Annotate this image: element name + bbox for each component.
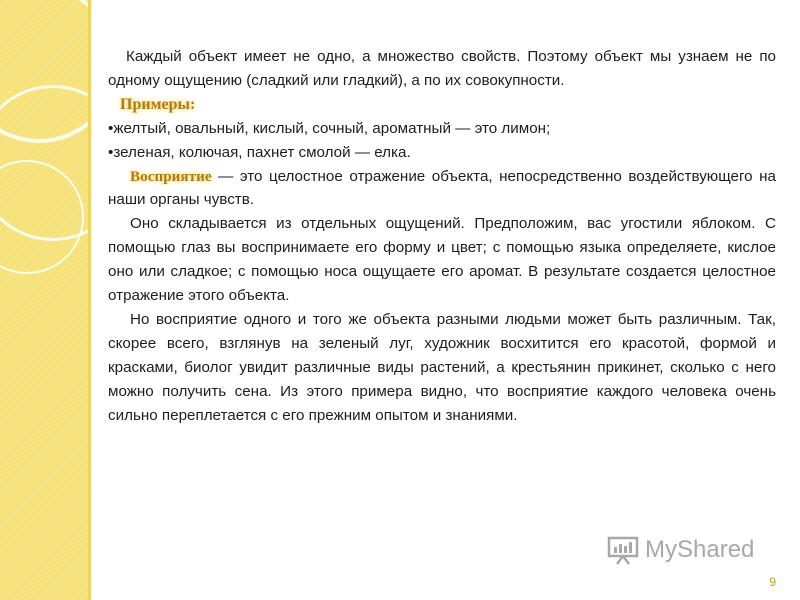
perception-definition-paragraph bbox=[108, 165, 776, 213]
decorative-side-band bbox=[0, 0, 88, 600]
apple-paragraph: Оно складывается из отдельных ощущений. Предположим, вас угостили яблоком. С помощью глаз вы воспринимаете его форму и цвет; с помощью языка определяете, кислое оно или сладкое; с помощью носа ощущаете его аромат. В результате создается целостное отражение этого объекта. bbox=[108, 215, 776, 305]
presentation-icon bbox=[607, 535, 639, 565]
examples-heading: Примеры: bbox=[120, 95, 196, 113]
meadow-paragraph: Но восприятие одного и того же объекта разными людьми может быть различным. Так, скорее всего, взглянув на зеленый луг, художник восхитится его красотой, формой и красками, биолог увидит различные виды растений, а крестьянин прикинет, сколько с него можно получить сена. Из этого примера видно, что восприятие каждого человека очень сильно переплетается с его прежним опытом и знаниями. bbox=[108, 310, 776, 424]
band-edge bbox=[88, 0, 91, 600]
watermark-brand: MyShared bbox=[645, 536, 755, 563]
perception-definition: — это целостное отражение объекта, непосредственно воздействующего на наши органы чувств. bbox=[108, 167, 776, 209]
watermark-logo bbox=[607, 535, 754, 565]
perception-term: Восприятие bbox=[130, 167, 212, 185]
page-number: 9 bbox=[769, 575, 776, 589]
intro-paragraph: Каждый объект имеет не одно, а множество свойств. Поэтому объект мы узнаем не по одному ощущению (сладкий или гладкий), а по их совокупности. bbox=[108, 48, 776, 89]
slide-body bbox=[108, 45, 776, 428]
example-bullet-lemon: •желтый, овальный, кислый, сочный, ароматный — это лимон; bbox=[108, 119, 551, 137]
example-bullet-fir: •зеленая, колючая, пахнет смолой — елка. bbox=[108, 143, 411, 161]
